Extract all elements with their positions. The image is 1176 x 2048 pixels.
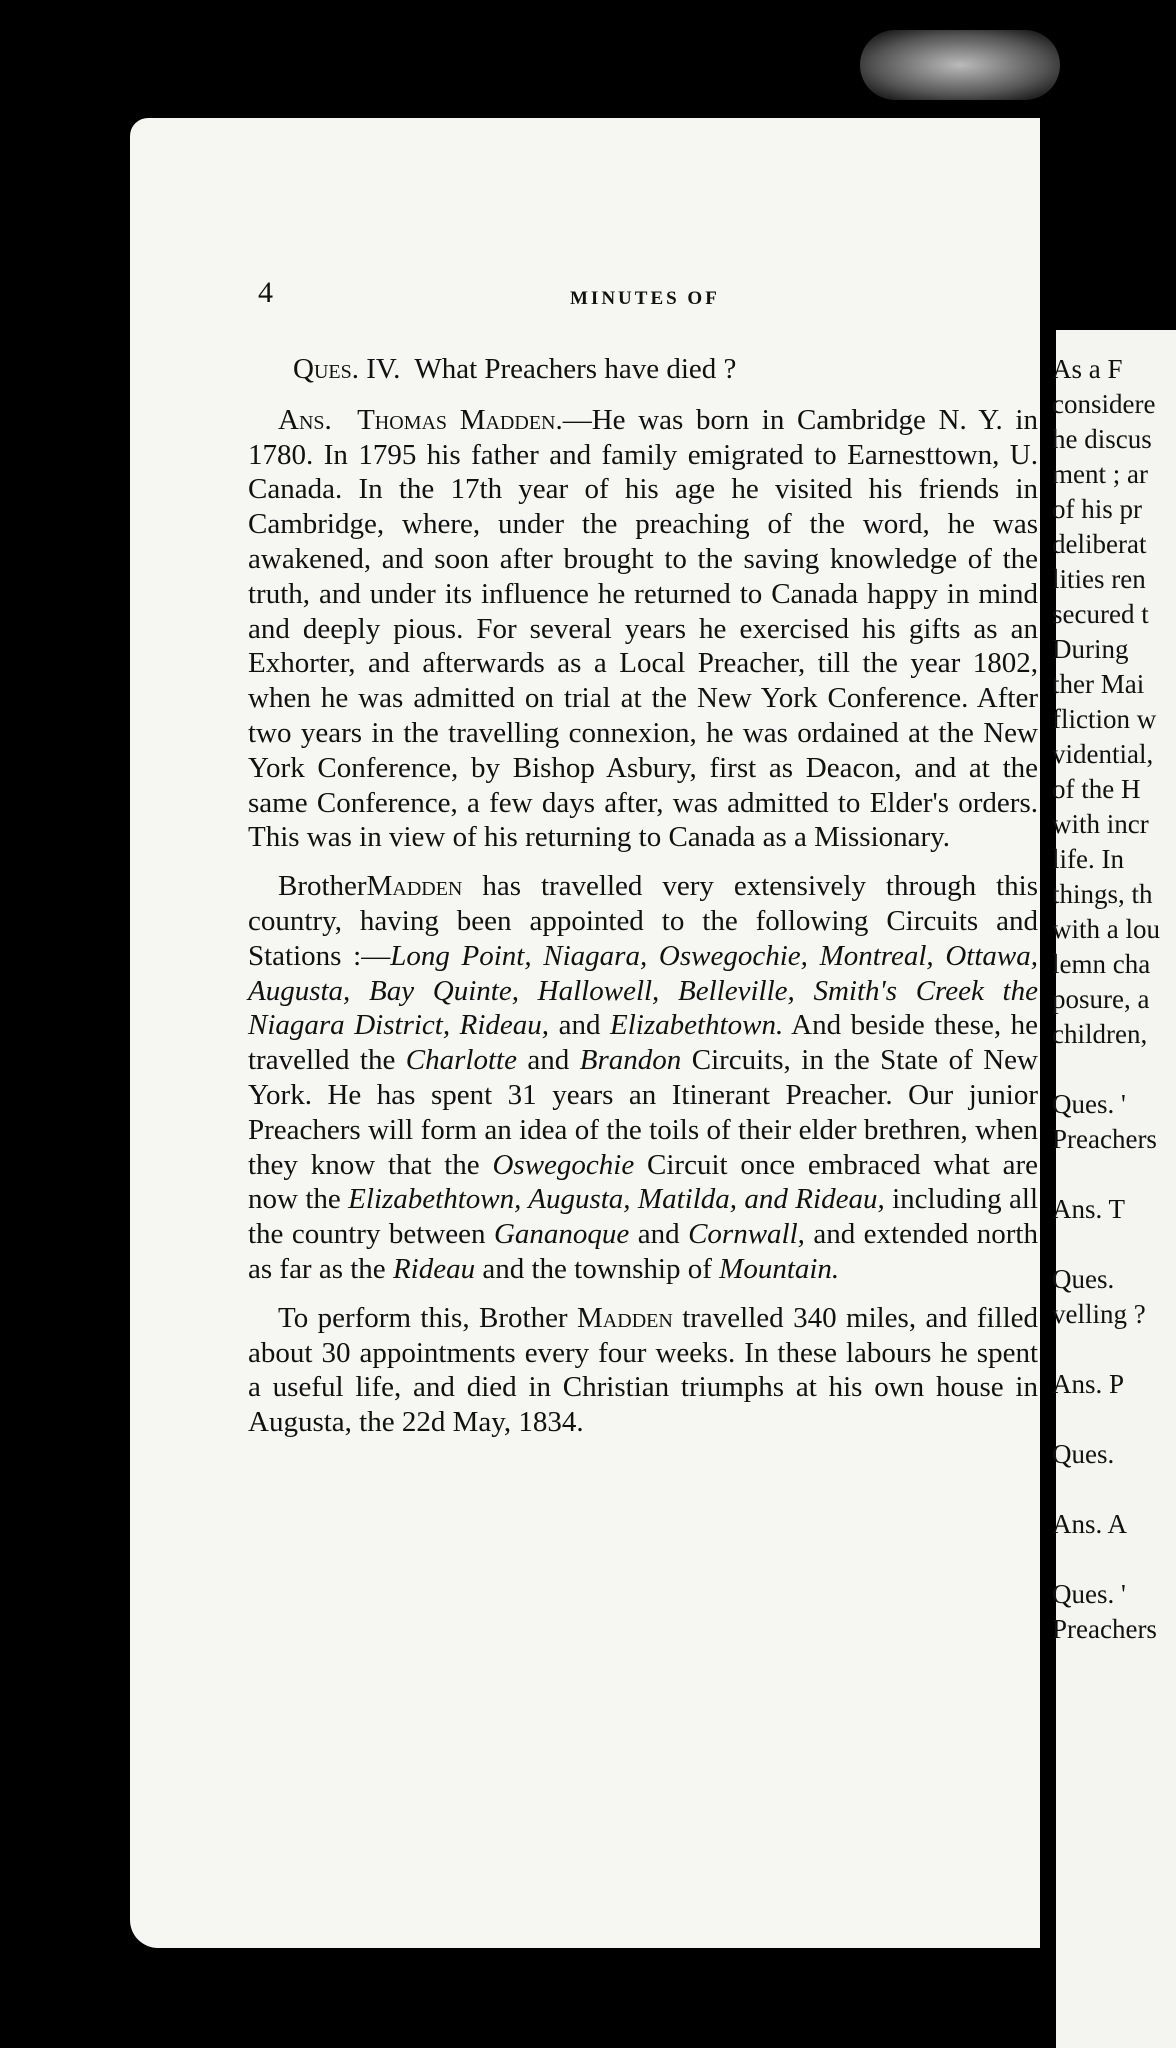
adjacent-page-line: velling ? bbox=[1052, 1299, 1146, 1329]
question-label: Ques. IV. bbox=[293, 353, 401, 385]
adjacent-page-line: secured t bbox=[1052, 599, 1149, 629]
text-run: and extended north as far as the bbox=[248, 1218, 1038, 1285]
circuit-name: Oswegochie bbox=[492, 1148, 635, 1181]
adjacent-page-text bbox=[1052, 352, 1176, 1647]
adjacent-page-line: with incr bbox=[1052, 809, 1149, 839]
adjacent-page-line: deliberat bbox=[1052, 529, 1147, 559]
adjacent-page-line: of his pr bbox=[1052, 494, 1142, 524]
circuit-list: Elizabethtown, Augusta, Matilda, and Rideau, bbox=[348, 1183, 885, 1216]
adjacent-page-line: Preachers bbox=[1052, 1614, 1157, 1644]
place-name: Rideau bbox=[392, 1252, 476, 1285]
place-name: Gananoque bbox=[493, 1218, 630, 1251]
adjacent-page-line: considere bbox=[1052, 389, 1156, 419]
question-text: What Preachers have died ? bbox=[414, 353, 737, 385]
text-run: and bbox=[629, 1218, 689, 1251]
page-number: 4 bbox=[258, 276, 273, 309]
adjacent-page-line: things, th bbox=[1052, 879, 1153, 909]
adjacent-page-line: Ans. P bbox=[1052, 1369, 1125, 1399]
adjacent-page-line: Ans. T bbox=[1052, 1194, 1126, 1224]
adjacent-page-line: Ques. ' bbox=[1052, 1579, 1126, 1609]
text-run: Brother bbox=[278, 870, 367, 903]
adjacent-page-line: As a F bbox=[1052, 354, 1123, 384]
preacher-name: Madden bbox=[366, 870, 463, 903]
adjacent-page-line: Ques. bbox=[1052, 1439, 1115, 1469]
text-run: Circuits, in the State of New York. He has spent 31 years an Itinerant Preacher. Our junior Preachers will form an idea of the toils of their elder brethren, when they know that the bbox=[248, 1044, 1038, 1181]
scan-glare bbox=[860, 30, 1060, 100]
text-run: And beside these, he travelled the bbox=[248, 1009, 1039, 1077]
circuit-name: Elizabethtown. bbox=[610, 1009, 784, 1042]
adjacent-page-line bbox=[1052, 1052, 1176, 1087]
adjacent-page-line: Ques. bbox=[1052, 1264, 1115, 1294]
text-run: travelled 340 miles, and filled about 30 appointments every four weeks. In these labours he spent a useful life, and died in Christian triumphs at his own house in Augusta, the 22d May, 1834. bbox=[248, 1301, 1038, 1439]
question-line bbox=[248, 352, 1038, 387]
closing-paragraph bbox=[248, 1301, 1038, 1440]
adjacent-page-line: Ans. A bbox=[1052, 1509, 1128, 1539]
circuit-name: Charlotte bbox=[405, 1044, 517, 1077]
text-run: including all the country between bbox=[248, 1183, 1039, 1251]
answer-label: Ans. bbox=[278, 403, 332, 436]
adjacent-page-line: ment ; ar bbox=[1052, 459, 1148, 489]
adjacent-page-line bbox=[1052, 1402, 1176, 1437]
adjacent-page-line: During bbox=[1052, 634, 1129, 664]
running-head: MINUTES OF bbox=[570, 288, 720, 309]
adjacent-page-line: he discus bbox=[1052, 424, 1152, 454]
adjacent-page-line bbox=[1052, 1332, 1176, 1367]
text-run: has travelled very extensively through this country, having been appointed to the following Circuits and Stations :— bbox=[248, 870, 1038, 972]
text-run: To perform this, Brother bbox=[278, 1301, 578, 1334]
adjacent-page-line: vidential, bbox=[1052, 739, 1154, 769]
adjacent-page-line: Preachers bbox=[1052, 1124, 1157, 1154]
place-name: Mountain. bbox=[719, 1252, 840, 1285]
adjacent-page-line: life. In bbox=[1052, 844, 1124, 874]
adjacent-page-line bbox=[1052, 1227, 1176, 1262]
answer-text: —He was born in Cambridge N. Y. in 1780. In 1795 his father and family emigrated to Earnesttown, U. Canada. In the 17th year of his age he visited his friends in Cambridge, where, under the preaching of the word, he was awakened, and soon after brought to the saving knowledge of the truth, and under its influence he returned to Canada happy in mind and deeply pious. For several years he exercised his gifts as an Exhorter, and afterwards as a Local Preacher, till the year 1802, when he was admitted on trial at the New York Conference. After two years in the travelling connexion, he was ordained at the New York Conference, by Bishop Asbury, first as Deacon, and at the same Conference, a few days after, was admitted to Elder's orders. This was in view of his returning to Canada as a Missionary. bbox=[248, 403, 1038, 854]
text-run: and bbox=[549, 1009, 610, 1042]
adjacent-page-line: of the H bbox=[1052, 774, 1141, 804]
adjacent-page-line: children, bbox=[1052, 1019, 1148, 1049]
text-column bbox=[248, 352, 1038, 1440]
text-run: Circuit once embraced what are now the bbox=[248, 1148, 1038, 1216]
preacher-name: Thomas Madden. bbox=[357, 403, 563, 436]
adjacent-page-line bbox=[1052, 1542, 1176, 1577]
adjacent-page-line: lemn cha bbox=[1052, 949, 1151, 979]
adjacent-page-line: Ques. ' bbox=[1052, 1089, 1126, 1119]
adjacent-page-line: fliction w bbox=[1052, 704, 1157, 734]
adjacent-page-line bbox=[1052, 1472, 1176, 1507]
text-run: and the township of bbox=[475, 1252, 720, 1285]
adjacent-page-line bbox=[1052, 1157, 1176, 1192]
text-run: and bbox=[516, 1044, 580, 1077]
adjacent-page-line: posure, a bbox=[1052, 984, 1150, 1014]
circuits-paragraph bbox=[248, 869, 1038, 1287]
adjacent-page-line: lities ren bbox=[1052, 564, 1146, 594]
adjacent-page-line: ther Mai bbox=[1052, 669, 1145, 699]
adjacent-page-line: with a lou bbox=[1052, 914, 1160, 944]
circuit-name: Brandon bbox=[579, 1044, 682, 1077]
place-name: Cornwall, bbox=[688, 1218, 805, 1251]
circuit-list: Long Point, Niagara, Oswegochie, Montreal, Ottawa, Augusta, Bay Quinte, Hallowell, Belleville, Smith's Creek the Niagara District, Rideau, bbox=[248, 939, 1039, 1042]
preacher-name: Madden bbox=[577, 1301, 673, 1334]
answer-paragraph bbox=[248, 403, 1038, 855]
